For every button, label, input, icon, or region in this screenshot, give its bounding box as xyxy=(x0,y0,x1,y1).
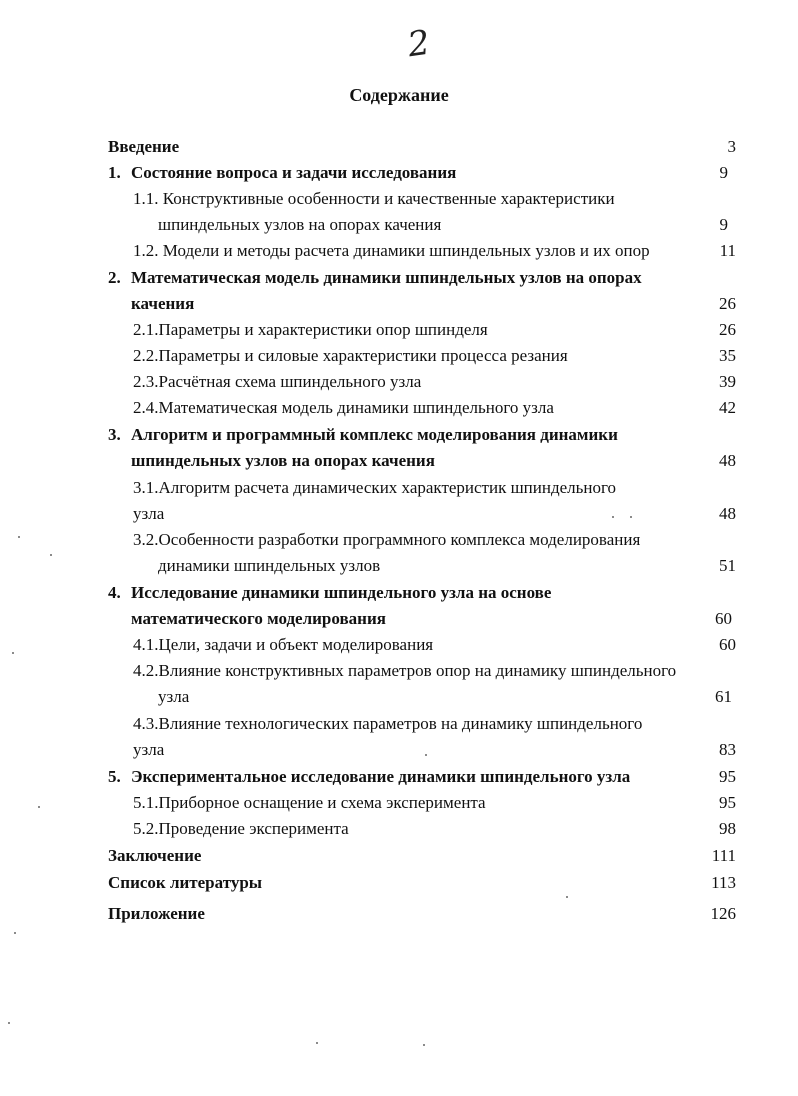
scan-speck xyxy=(566,896,568,898)
scan-speck xyxy=(423,1044,425,1046)
toc-entry-page: 9 xyxy=(719,163,728,182)
scan-speck xyxy=(8,1022,10,1024)
toc-entry-page: 95 xyxy=(719,793,736,812)
toc-entry-text: Введение xyxy=(108,137,180,156)
toc-entry-text: 3.2.Особенности разработки программного комплекса моделирования xyxy=(133,530,641,549)
toc-entry-page: 26 xyxy=(719,294,736,313)
toc-entry-text: 2.2.Параметры и силовые характеристики процесса резания xyxy=(133,346,568,365)
toc-entry-text: 2.1.Параметры и характеристики опор шпинделя xyxy=(133,320,488,339)
toc-entry-page: 9 xyxy=(719,215,728,234)
toc-entry-text: 2.3.Расчётная схема шпиндельного узла xyxy=(133,372,422,391)
toc-entry-text: Экспериментальное исследование динамики шпиндельного узла xyxy=(131,767,631,786)
toc-entry-continuation: качения xyxy=(131,294,195,313)
toc-entry-text: 4.2.Влияние конструктивных параметров опор на динамику шпиндельного xyxy=(133,661,677,680)
scan-speck xyxy=(50,554,52,556)
toc-entry-text: 1.2. Модели и методы расчета динамики шпиндельных узлов и их опор xyxy=(133,241,650,260)
toc-entry-page: 26 xyxy=(719,320,736,339)
toc-entry-continuation: шпиндельных узлов на опорах качения xyxy=(158,215,442,234)
toc-entry-text: Алгоритм и программный комплекс моделирования динамики xyxy=(131,425,618,444)
toc-entry-page: 42 xyxy=(719,398,736,417)
toc-entry-page: 60 xyxy=(715,609,732,628)
toc-entry-continuation: математического моделирования xyxy=(131,609,386,628)
scan-speck xyxy=(14,932,16,934)
scan-speck xyxy=(316,1042,318,1044)
toc-entry-page: 60 xyxy=(719,635,736,654)
toc-entry-text: 4.3.Влияние технологических параметров на динамику шпиндельного xyxy=(133,714,643,733)
toc-entry-page: 3 xyxy=(727,137,736,156)
toc-entry-page: 113 xyxy=(711,873,736,892)
toc-entry-text: 5.1.Приборное оснащение и схема эксперимента xyxy=(133,793,486,812)
toc-entry-page: 48 xyxy=(719,504,736,523)
toc-entry-page: 83 xyxy=(719,740,736,759)
toc-entry-text: Состояние вопроса и задачи исследования xyxy=(131,163,457,182)
toc-entry-page: 35 xyxy=(719,346,736,365)
toc-chapter-number: 1. xyxy=(108,163,121,182)
scan-speck xyxy=(425,754,427,756)
toc-entry-page: 11 xyxy=(719,241,736,260)
toc-entry-page: 61 xyxy=(715,687,732,706)
toc-title: Содержание xyxy=(349,85,449,105)
scan-speck xyxy=(612,516,614,518)
toc-entry-text: Приложение xyxy=(108,904,205,923)
toc-entry-page: 95 xyxy=(719,767,736,786)
toc-chapter-number: 4. xyxy=(108,583,121,602)
toc-chapter-number: 5. xyxy=(108,767,121,786)
toc-entry-text: 1.1. Конструктивные особенности и качественные характеристики xyxy=(133,189,615,208)
scan-speck xyxy=(18,536,20,538)
toc-entry-continuation: динамики шпиндельных узлов xyxy=(158,556,381,575)
toc-entry-continuation: узла xyxy=(133,504,165,523)
scan-speck xyxy=(38,806,40,808)
toc-chapter-number: 3. xyxy=(108,425,121,444)
page-number: 2 xyxy=(405,22,433,66)
toc-entry-continuation: шпиндельных узлов на опорах качения xyxy=(131,451,435,470)
toc-entry-text: 4.1.Цели, задачи и объект моделирования xyxy=(133,635,434,654)
scan-speck xyxy=(630,516,632,518)
toc-entry-page: 39 xyxy=(719,372,736,391)
toc-entry-page: 48 xyxy=(719,451,736,470)
toc-entry-text: 2.4.Математическая модель динамики шпиндельного узла xyxy=(133,398,554,417)
toc-entry-text: Исследование динамики шпиндельного узла на основе xyxy=(131,583,552,602)
toc-entry-page: 126 xyxy=(710,904,736,923)
toc-entry-text: 5.2.Проведение эксперимента xyxy=(133,819,349,838)
toc-entry-text: Список литературы xyxy=(108,873,263,892)
toc-entry-page: 98 xyxy=(719,819,736,838)
toc-entry-text: Математическая модель динамики шпиндельных узлов на опорах xyxy=(131,268,642,287)
toc-chapter-number: 2. xyxy=(108,268,121,287)
scan-speck xyxy=(12,652,14,654)
toc-entry-page: 51 xyxy=(719,556,736,575)
toc-entry-text: 3.1.Алгоритм расчета динамических характеристик шпиндельного xyxy=(133,478,617,497)
toc-entry-continuation: узла xyxy=(133,740,165,759)
toc-entry-text: Заключение xyxy=(108,846,202,865)
toc-entry-page: 111 xyxy=(711,846,736,865)
toc-entry-continuation: узла xyxy=(158,687,190,706)
